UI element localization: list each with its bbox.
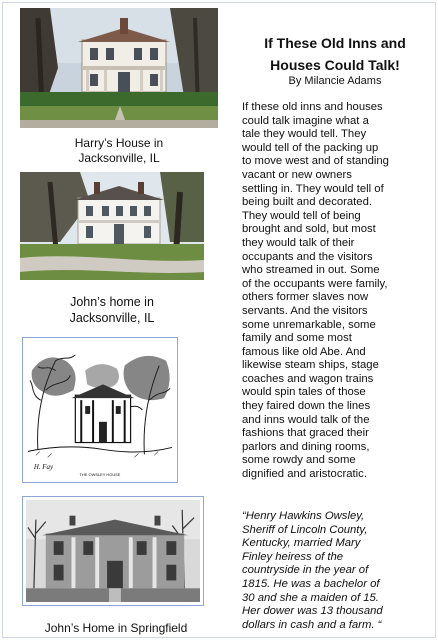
- quote-line: 1815. He was a bachelor of: [242, 577, 380, 590]
- body-line: fashions that graced their: [242, 427, 369, 440]
- title-line: Houses Could Talk!: [270, 57, 400, 73]
- quote-line: “Henry Hawkins Owsley,: [242, 510, 365, 522]
- body-line: would spin tales of those: [242, 386, 366, 399]
- springfield-caption: [16, 621, 216, 636]
- quote-line: Her dower was 13 thousand: [242, 605, 383, 618]
- body-line: occupants and the visitors: [242, 250, 373, 263]
- caption-line: John’s home in: [70, 295, 154, 309]
- article-title: [236, 32, 434, 76]
- quote-line: 30 and she a maiden of 15.: [242, 591, 379, 604]
- body-line: they would talk of their: [242, 236, 355, 249]
- body-line: being built and decorated.: [242, 196, 373, 209]
- quote-line: Kentucky, married Mary: [242, 537, 361, 550]
- owsley-quote: [242, 510, 438, 632]
- body-line: family and some most: [242, 332, 352, 345]
- body-line: others former slaves now: [242, 291, 369, 304]
- quote-line: countryside in the year of: [242, 564, 369, 577]
- body-line: some rowdy and some: [242, 454, 356, 467]
- johns-jacksonville-caption: [20, 295, 204, 326]
- owsley-house-sketch: [22, 337, 178, 483]
- harrys-house-photo: [20, 8, 218, 128]
- body-line: to move west and of standing: [242, 155, 389, 168]
- body-line: famous like old Abe. And: [242, 345, 366, 358]
- body-line: likewise steam ships, stage: [242, 359, 379, 372]
- body-line: dignified and aristocratic.: [242, 468, 367, 481]
- article-body: [242, 101, 438, 482]
- body-line: settling in. They would tell of: [242, 182, 384, 195]
- body-line: servants. And the visitors: [242, 304, 368, 317]
- johns-springfield-home-photo: [22, 496, 204, 606]
- quote-line: Finley heiress of the: [242, 550, 344, 563]
- caption-line: Harry’s House in: [74, 136, 164, 150]
- body-line: coaches and wagon trains: [242, 372, 374, 385]
- caption-line: Jacksonville, IL: [69, 310, 155, 325]
- sketch-signature: H. Fay: [33, 464, 54, 472]
- quote-line: Sheriff of Lincoln County,: [242, 523, 368, 536]
- body-line: vacant or new owners: [242, 168, 352, 181]
- caption-line: Jacksonville, IL: [78, 151, 160, 165]
- body-line: They would tell of being: [242, 209, 361, 222]
- body-line: who streamed in out. Some: [242, 264, 380, 277]
- sketch-caption: THE OWSLEY HOUSE: [79, 472, 121, 478]
- article-byline: By Milancie Adams: [288, 75, 382, 87]
- title-line: If These Old Inns and: [264, 35, 406, 51]
- body-line: parlors and dining rooms,: [242, 440, 370, 453]
- body-line: brought and sold, but most: [242, 223, 376, 236]
- johns-jacksonville-home-photo: [20, 172, 204, 280]
- body-line: If these old inns and houses: [242, 101, 383, 113]
- body-line: tale they would tell. They: [242, 128, 367, 141]
- body-line: would tell of the packing up: [242, 141, 379, 154]
- body-line: some unremarkable, some: [242, 318, 376, 331]
- harrys-house-caption: [20, 136, 218, 166]
- body-line: of the occupants were family,: [242, 277, 388, 290]
- quote-line: dollars in cash and a farm. “: [242, 618, 382, 631]
- body-line: they faired down the lines: [242, 400, 371, 413]
- caption-line: John’s Home in Springfield: [44, 621, 188, 635]
- body-line: could talk imagine what a: [242, 114, 369, 127]
- body-line: and inns would talk of the: [242, 413, 370, 426]
